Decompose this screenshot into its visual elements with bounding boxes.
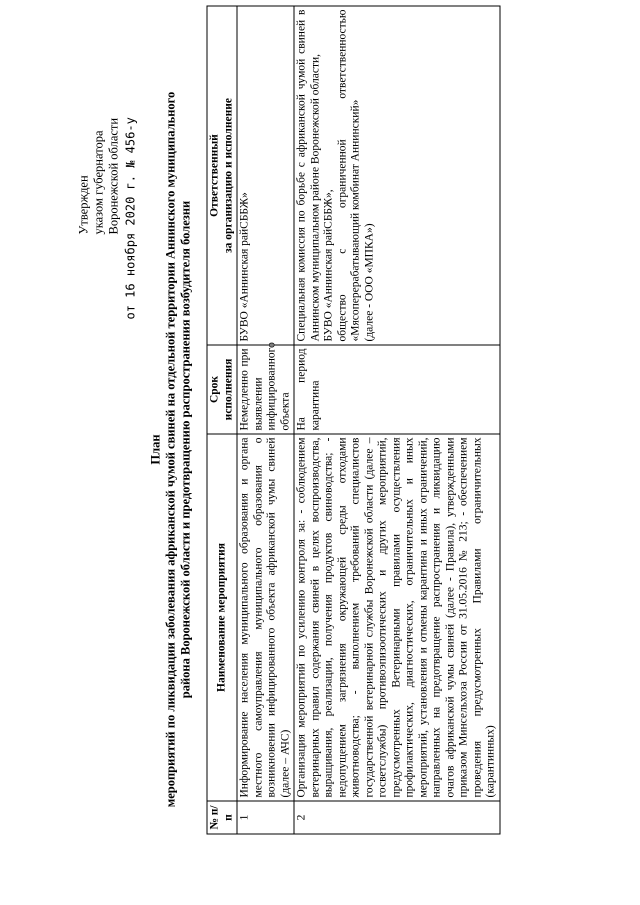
row-2-resp-line-2: БУВО «Аннинская райСББЖ», <box>322 189 335 342</box>
approval-line-3: Воронежской области <box>106 117 121 235</box>
row-2-responsible <box>294 6 500 345</box>
table-row <box>237 6 294 834</box>
header-resp-line-2: за организацию и исполнение <box>222 98 234 253</box>
row-2-resp-line-3: общество с ограниченной ответственностью «Мясоперерабатывающий комбинат Аннинский» <box>336 9 362 342</box>
row-2-name: Организация мероприятий по усилению контроля за: - соблюдением ветеринарных правил содержания свиней в целях воспроизводства, выращивания, реализации, получения продуктов свиноводства; - недопущением загрязнения окружающей среды отходами животноводства; - выполнением требований специалистов государственной ветеринарной службы Воронежской области (далее – госветслужбы) противоэпизоотических и других мероприятий, предусмотренных Ветеринарными правилами осуществления профилактических, диагностических, ограничительных и иных мероприятий, установления и отмены карантина и иных ограничений, направленных на предотвращение распространения и ликвидацию очагов африканской чумы свиней (далее - Правила), утвержденными приказом Минсельхоза России от 31.05.2016 № 213; - обеспечением проведения предусмотренных Правилами ограничительных (карантинных) <box>294 434 500 801</box>
row-1-term: Немедленно при выявлении инфицированного объекта <box>237 345 294 434</box>
header-responsible <box>207 6 237 345</box>
row-1-responsible <box>237 6 294 345</box>
row-2-resp-line-1: Специальная комиссия по борьбе с африканской чумой свиней в Аннинском муниципальном районе Воронежской области, <box>295 9 321 342</box>
approval-stamp <box>76 35 139 320</box>
title-subheading-1: мероприятий по ликвидации заболевания африканской чумой свиней на отдельной территории Аннинского муниципального <box>163 91 178 808</box>
header-name: Наименование мероприятия <box>207 434 237 801</box>
plan-table <box>207 6 501 835</box>
header-resp-line-1: Ответственный <box>208 134 221 217</box>
row-2-resp-line-4: (далее - ООО «МПКА») <box>363 223 375 342</box>
title-subheading-2: района Воронежской области и предотвращению распространения возбудителя болезни <box>178 200 193 699</box>
approval-date: от 16 ноября 2020 г. № 456-у <box>123 117 138 320</box>
row-1-num: 1 <box>237 801 294 834</box>
header-term: Срок исполнения <box>207 345 237 434</box>
document-sheet <box>61 9 581 875</box>
approval-line-1: Утвержден <box>76 175 91 235</box>
table-row <box>294 6 500 834</box>
row-1-resp-line: БУВО «Аннинская райСББЖ» <box>238 192 251 342</box>
approval-line-2: указом губернатора <box>91 130 106 235</box>
title-heading: План <box>148 434 163 465</box>
table-header-row <box>207 6 237 834</box>
row-2-term: На период карантина <box>294 345 500 434</box>
document-title <box>149 55 194 845</box>
row-1-name: Информирование населения муниципального образования и органа местного самоуправления муниципального образования о возникновении инфицированного объекта африканской чумы свиней (далее – АЧС) <box>237 434 294 801</box>
row-2-num: 2 <box>294 801 500 834</box>
header-num: № п/п <box>207 801 237 834</box>
